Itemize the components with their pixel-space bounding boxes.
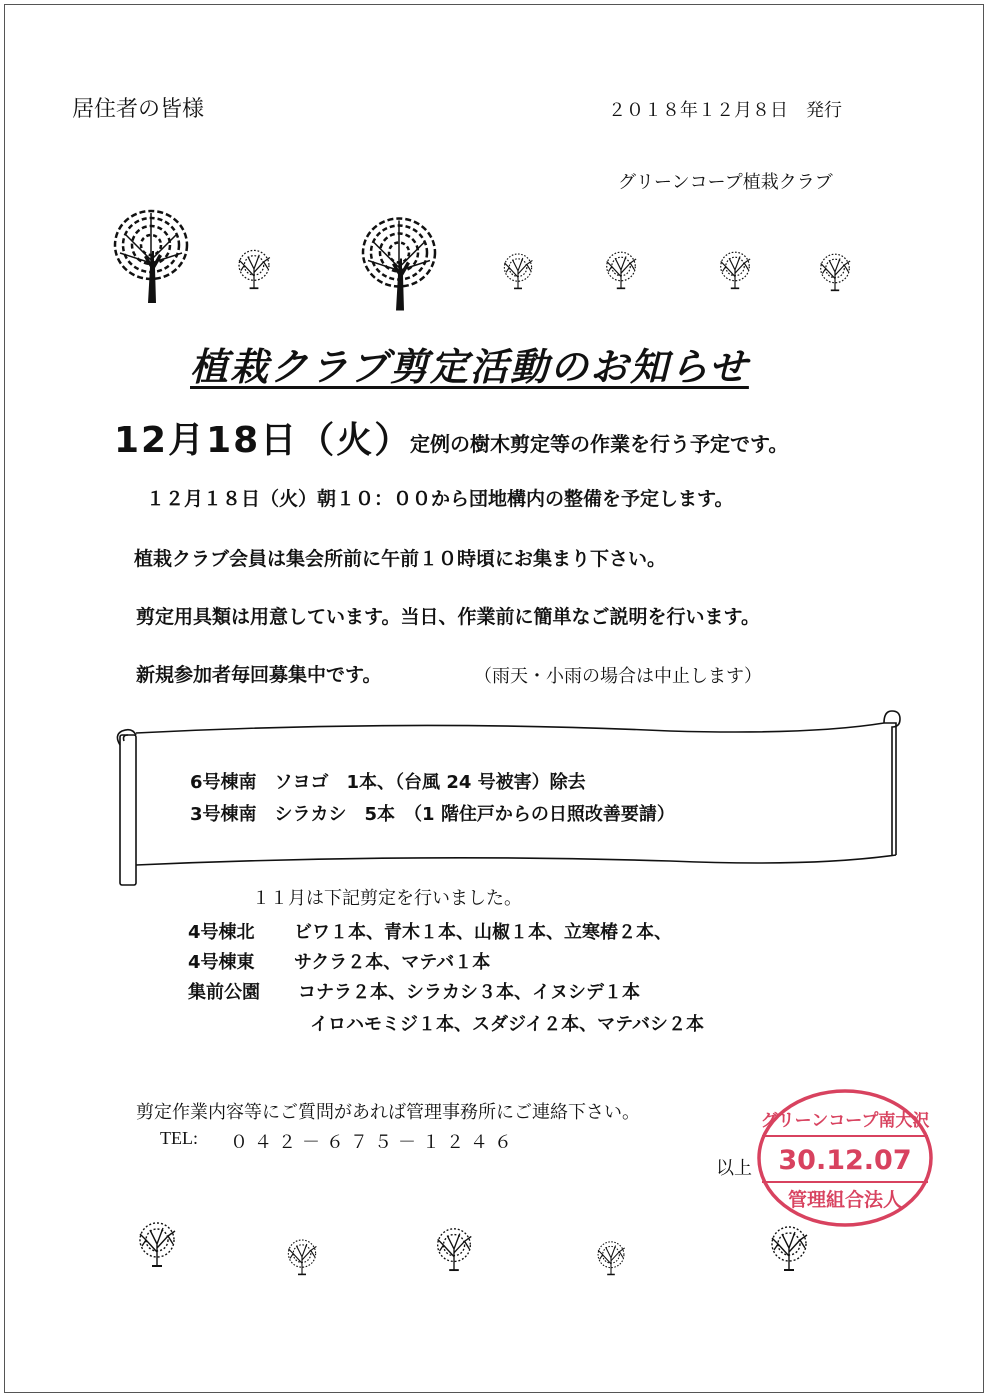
event-summary: 定例の樹木剪定等の作業を行う予定です。 (410, 432, 789, 456)
november-heading: １１月は下記剪定を行いました。 (252, 888, 522, 909)
tree-icon (498, 250, 538, 290)
closing-text: 以上 (716, 1158, 752, 1179)
november-trees: ビワ１本、青木１本、山椒１本、立寒椿２本、 (294, 922, 672, 943)
contact-text: 剪定作業内容等にご質問があれば管理事務所にご連絡下さい。 (136, 1102, 640, 1123)
november-trees: イロハモミジ１本、スダジイ２本、マテバシ２本 (310, 1014, 705, 1035)
body-line: 新規参加者毎回募集中です。 (136, 664, 382, 686)
november-place: 集前公園 (188, 982, 260, 1003)
event-date: 12月18日（火） (114, 420, 413, 461)
tel-label: TEL: (160, 1128, 198, 1148)
november-place: 4号棟北 (188, 922, 255, 943)
november-trees: サクラ２本、マテバ１本 (294, 952, 491, 973)
scroll-banner (110, 705, 906, 891)
november-trees: コナラ２本、シラカシ３本、イヌシデ１本 (298, 982, 640, 1003)
tree-icon (600, 248, 642, 290)
scroll-item: 6号棟南 ソヨゴ 1本、（台風 24 号被害）除去 (190, 772, 586, 793)
november-place: 4号棟東 (188, 952, 255, 973)
tree-icon (764, 1222, 814, 1272)
organization-seal (756, 1088, 934, 1228)
tree-icon (814, 250, 856, 292)
addressee: 居住者の皆様 (72, 97, 205, 122)
tree-icon (592, 1238, 630, 1276)
body-line: 植栽クラブ会員は集会所前に午前１０時頃にお集まり下さい。 (134, 548, 667, 570)
tree-icon (106, 200, 196, 310)
tree-icon (232, 246, 276, 290)
seal-top-text: グリーンコープ南大沢 (760, 1111, 930, 1131)
rain-note: （雨天・小雨の場合は中止します） (474, 666, 762, 687)
body-line: 剪定用具類は用意しています。当日、作業前に簡単なご説明を行います。 (136, 606, 760, 628)
tree-icon (430, 1224, 478, 1272)
issuer-name: グリーンコープ植栽クラブ (618, 172, 833, 193)
tree-icon (282, 1236, 322, 1276)
scroll-item: 3号棟南 シラカシ 5本 （1 階住戸からの日照改善要請） (190, 804, 675, 825)
tree-icon (354, 210, 444, 315)
seal-date: 30.12.07 (778, 1145, 912, 1176)
page-title: 植栽クラブ剪定活動のお知らせ (190, 344, 749, 389)
body-line: １２月１８日（火）朝１０：００から団地構内の整備を予定します。 (146, 488, 734, 510)
issue-date: ２０１８年１２月８日 発行 (608, 100, 842, 121)
tree-icon (132, 1218, 182, 1268)
tel-number: ０４２－６７５－１２４６ (230, 1132, 518, 1153)
seal-bottom-text: 管理組合法人 (787, 1189, 903, 1211)
tree-icon (714, 248, 756, 290)
